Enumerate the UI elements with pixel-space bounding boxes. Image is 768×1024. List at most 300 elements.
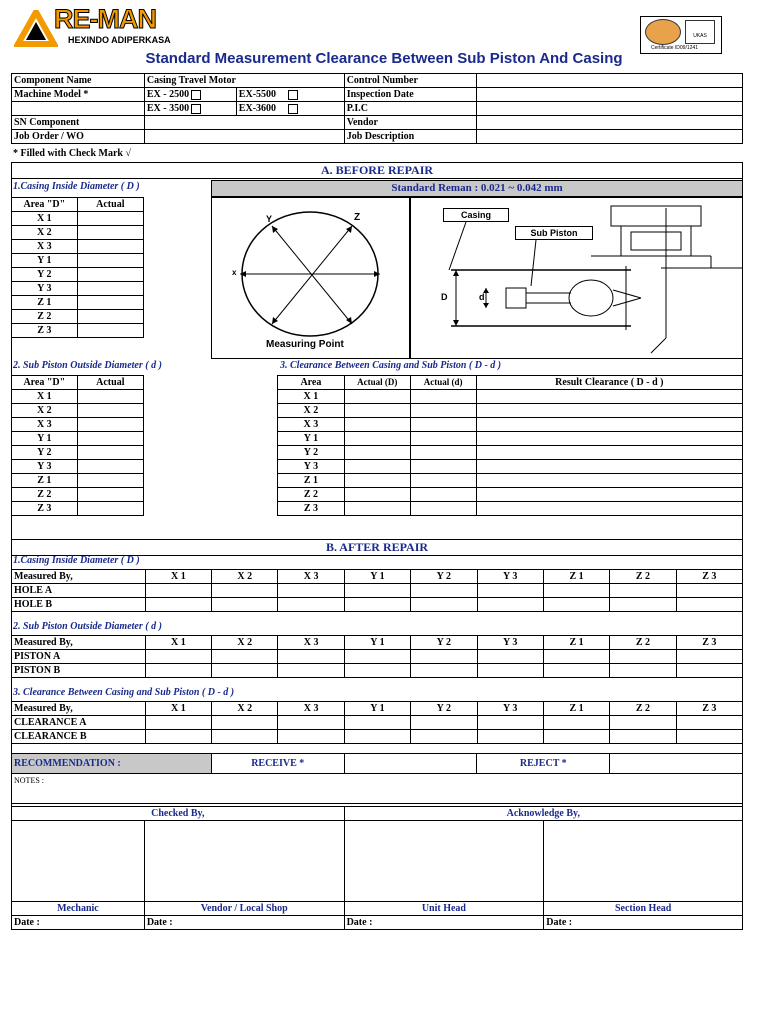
logo-sub-text: HEXINDO ADIPERKASA <box>68 35 171 45</box>
machine-model-blank <box>12 102 145 116</box>
clearance-after-value-field[interactable] <box>212 730 278 744</box>
sn-component-field[interactable] <box>144 116 344 130</box>
piston-after-value-field[interactable] <box>543 650 609 664</box>
piston-after-value-field[interactable] <box>145 664 211 678</box>
clearance-actual-D-field[interactable] <box>344 460 410 474</box>
clearance-actual-D-field[interactable] <box>344 488 410 502</box>
vendor-signature[interactable] <box>144 821 344 902</box>
axis-y-label: Y <box>266 214 273 224</box>
table-row <box>12 268 144 282</box>
piston-actual-header: Actual <box>77 376 143 390</box>
clearance-after-col-header: X 1 <box>145 702 211 716</box>
clearance-after-col-header: Z 1 <box>543 702 609 716</box>
clearance-after-col-header: X 3 <box>278 702 344 716</box>
clearance-after-value-field[interactable] <box>145 730 211 744</box>
clearance-after-value-field[interactable] <box>344 730 410 744</box>
clearance-after-col-header: Z 3 <box>676 702 742 716</box>
hole-col-header: Z 1 <box>543 570 609 584</box>
clearance-actual-d-field[interactable] <box>410 488 476 502</box>
clearance-area-label: Z 3 <box>278 502 345 516</box>
piston-after-value-field[interactable] <box>212 650 278 664</box>
clearance-area-label: Z 2 <box>278 488 345 502</box>
job-order-field[interactable] <box>144 130 344 144</box>
piston-area-label: Z 3 <box>12 502 78 516</box>
clearance-table <box>277 375 743 516</box>
clearance-after-value-field[interactable] <box>610 730 676 744</box>
after-repair-title: B. AFTER REPAIR <box>325 540 429 554</box>
company-logo <box>14 4 184 54</box>
hole-col-header: Z 2 <box>610 570 676 584</box>
clearance-after-value-field[interactable] <box>676 730 742 744</box>
casing-actual-field[interactable] <box>77 296 143 310</box>
clearance-area-label: Y 3 <box>278 460 345 474</box>
piston-actual-field[interactable] <box>77 474 143 488</box>
clearance-area-label: X 1 <box>278 390 345 404</box>
table-row <box>12 432 144 446</box>
clearance-actual-D-field[interactable] <box>344 390 410 404</box>
clearance-after-value-field[interactable] <box>477 730 543 744</box>
piston-after-value-field[interactable] <box>278 664 344 678</box>
piston-actual-field[interactable] <box>77 460 143 474</box>
casing-area-label: Z 2 <box>12 310 78 324</box>
table-row <box>12 474 144 488</box>
model-ex3600[interactable] <box>236 102 344 116</box>
reject-field[interactable] <box>610 754 743 774</box>
clearance-after-value-field[interactable] <box>278 730 344 744</box>
hole-col-header: X 2 <box>212 570 278 584</box>
piston-after-col-header: Y 3 <box>477 636 543 650</box>
table-header-row <box>12 636 743 650</box>
casing-actual-field[interactable] <box>77 254 143 268</box>
table-row <box>278 488 743 502</box>
casing-area-label: Z 3 <box>12 324 78 338</box>
casing-area-label: Y 1 <box>12 254 78 268</box>
hole-value-field[interactable] <box>212 584 278 598</box>
acknowledge-by-label: Acknowledge By, <box>344 807 742 821</box>
clearance-after-value-field[interactable] <box>543 716 609 730</box>
clearance-after-col-header: Y 2 <box>411 702 477 716</box>
piston-after-col-header: Y 2 <box>411 636 477 650</box>
component-name-label: Component Name <box>12 74 145 88</box>
clearance-after-value-field[interactable] <box>278 716 344 730</box>
table-header-row <box>12 570 743 584</box>
piston-after-value-field[interactable] <box>145 650 211 664</box>
casing-actual-field[interactable] <box>77 226 143 240</box>
clearance-actual-D-field[interactable] <box>344 446 410 460</box>
casing-actual-field[interactable] <box>77 240 143 254</box>
after-clearance-title: 3. Clearance Between Casing and Sub Piston ( D - d ) <box>13 687 235 698</box>
page-header <box>0 0 768 72</box>
table-row <box>278 460 743 474</box>
inspection-date-field[interactable] <box>476 88 742 102</box>
clearance-result-field[interactable] <box>476 390 742 404</box>
table-row <box>278 418 743 432</box>
job-description-field[interactable] <box>476 130 742 144</box>
piston-actual-field[interactable] <box>77 404 143 418</box>
casing-diameter-title: 1.Casing Inside Diameter ( D ) <box>13 181 140 192</box>
piston-after-value-field[interactable] <box>212 664 278 678</box>
pic-field[interactable] <box>476 102 742 116</box>
sub-piston-callout: Sub Piston <box>515 226 593 240</box>
table-row <box>12 446 144 460</box>
table-row <box>278 390 743 404</box>
clearance-after-value-field[interactable] <box>411 716 477 730</box>
casing-actual-field[interactable] <box>77 268 143 282</box>
piston-actual-field[interactable] <box>77 446 143 460</box>
axis-x-label: x <box>232 268 237 277</box>
axis-z-label: Z <box>354 212 361 223</box>
hole-value-field[interactable] <box>411 598 477 612</box>
clearance-area-label: Z 1 <box>278 474 345 488</box>
model-ex5500[interactable] <box>236 88 344 102</box>
certification-badge <box>640 16 722 54</box>
job-order-label: Job Order / WO <box>12 130 145 144</box>
model-ex3500[interactable] <box>144 102 236 116</box>
clearance-after-col-header: Z 2 <box>610 702 676 716</box>
notes-box[interactable] <box>11 773 743 804</box>
date-unit-head[interactable]: Date : <box>344 916 544 930</box>
recycle-logo-icon <box>14 10 58 50</box>
clearance-actual-d-field[interactable] <box>410 446 476 460</box>
after-clearance-table <box>11 701 743 744</box>
clearance-after-col-header: X 2 <box>212 702 278 716</box>
clearance-result-field[interactable] <box>476 460 742 474</box>
piston-after-value-field[interactable] <box>610 664 676 678</box>
model-ex5500-label: EX-5500 <box>238 89 277 100</box>
clearance-after-col-header: Y 3 <box>477 702 543 716</box>
piston-after-row-label: PISTON B <box>12 664 146 678</box>
hole-value-field[interactable] <box>477 584 543 598</box>
piston-after-value-field[interactable] <box>411 664 477 678</box>
clearance-title: 3. Clearance Between Casing and Sub Piston ( D - d ) <box>280 360 502 371</box>
section-head-signature[interactable] <box>544 821 743 902</box>
component-name-value: Casing Travel Motor <box>144 74 344 88</box>
hole-value-field[interactable] <box>610 598 676 612</box>
hole-col-header: X 1 <box>145 570 211 584</box>
hole-value-field[interactable] <box>610 584 676 598</box>
piston-diameter-table <box>11 375 144 516</box>
clearance-area-label: Y 2 <box>278 446 345 460</box>
piston-after-value-field[interactable] <box>411 650 477 664</box>
table-row <box>278 432 743 446</box>
control-number-field[interactable] <box>476 74 742 88</box>
info-table <box>11 73 743 144</box>
piston-area-header: Area "D" <box>12 376 78 390</box>
clearance-result-field[interactable] <box>476 418 742 432</box>
piston-after-value-field[interactable] <box>676 664 742 678</box>
reject-label: REJECT * <box>477 754 610 774</box>
casing-area-label: Z 1 <box>12 296 78 310</box>
piston-after-col-header: Y 1 <box>344 636 410 650</box>
clearance-area-label: X 2 <box>278 404 345 418</box>
piston-area-label: Z 1 <box>12 474 78 488</box>
vendor-label: Vendor <box>344 116 476 130</box>
check-mark-note: * Filled with Check Mark √ <box>13 148 131 159</box>
clearance-actual-D-field[interactable] <box>344 502 410 516</box>
casing-area-label: X 3 <box>12 240 78 254</box>
piston-area-label: X 2 <box>12 404 78 418</box>
role-vendor: Vendor / Local Shop <box>144 902 344 916</box>
clearance-result-field[interactable] <box>476 404 742 418</box>
hole-col-header: X 3 <box>278 570 344 584</box>
hole-value-field[interactable] <box>145 584 211 598</box>
hole-col-header: Y 1 <box>344 570 410 584</box>
date-mechanic[interactable]: Date : <box>12 916 145 930</box>
measuring-point-label: Measuring Point <box>266 339 344 350</box>
unit-head-signature[interactable] <box>344 821 544 902</box>
table-row <box>12 460 144 474</box>
vendor-field[interactable] <box>476 116 742 130</box>
clearance-actual-D-field[interactable] <box>344 474 410 488</box>
after-repair-header <box>11 539 743 556</box>
role-section-head: Section Head <box>544 902 743 916</box>
table-row <box>12 226 144 240</box>
table-row <box>12 390 144 404</box>
pic-label: P.I.C <box>344 102 476 116</box>
clearance-after-col-header: Y 1 <box>344 702 410 716</box>
hole-row-label: HOLE A <box>12 584 146 598</box>
clearance-after-value-field[interactable] <box>676 716 742 730</box>
casing-actual-field[interactable] <box>77 282 143 296</box>
piston-after-col-header: Z 2 <box>610 636 676 650</box>
date-vendor[interactable]: Date : <box>144 916 344 930</box>
piston-after-value-field[interactable] <box>477 664 543 678</box>
piston-after-value-field[interactable] <box>344 650 410 664</box>
hole-value-field[interactable] <box>344 598 410 612</box>
machine-model-label: Machine Model * <box>12 88 145 102</box>
table-row <box>12 716 743 730</box>
hole-value-field[interactable] <box>344 584 410 598</box>
model-ex2500-checkbox[interactable] <box>191 90 201 100</box>
clearance-area-label: Y 1 <box>278 432 345 446</box>
hole-value-field[interactable] <box>477 598 543 612</box>
model-ex3500-checkbox[interactable] <box>191 104 201 114</box>
sn-component-label: SN Component <box>12 116 145 130</box>
table-row <box>12 212 144 226</box>
recommendation-table <box>11 753 743 774</box>
clearance-actual-d-field[interactable] <box>410 390 476 404</box>
after-casing-table <box>11 569 743 612</box>
recommendation-label: RECOMMENDATION : <box>12 754 212 774</box>
piston-after-value-field[interactable] <box>543 664 609 678</box>
table-row <box>278 404 743 418</box>
piston-after-measured-by-label: Measured By, <box>12 636 146 650</box>
table-row <box>12 650 743 664</box>
after-piston-table <box>11 635 743 678</box>
hole-value-field[interactable] <box>676 598 742 612</box>
receive-field[interactable] <box>344 754 477 774</box>
hole-col-header: Y 2 <box>411 570 477 584</box>
piston-area-label: Y 1 <box>12 432 78 446</box>
checked-by-label: Checked By, <box>12 807 345 821</box>
casing-area-header: Area "D" <box>12 198 78 212</box>
clearance-actual-d-field[interactable] <box>410 404 476 418</box>
before-repair-header <box>11 162 743 179</box>
diameter-D-label: D <box>441 292 448 302</box>
clearance-area-header: Area <box>278 376 345 390</box>
before-repair-title: A. BEFORE REPAIR <box>320 163 434 177</box>
casing-area-label: Y 3 <box>12 282 78 296</box>
table-row <box>278 502 743 516</box>
model-ex2500[interactable] <box>144 88 236 102</box>
clearance-actual-d-field[interactable] <box>410 460 476 474</box>
piston-area-label: Z 2 <box>12 488 78 502</box>
clearance-actual-d-field[interactable] <box>410 502 476 516</box>
table-row <box>278 446 743 460</box>
clearance-area-label: X 3 <box>278 418 345 432</box>
casing-actual-field[interactable] <box>77 324 143 338</box>
hole-value-field[interactable] <box>411 584 477 598</box>
piston-actual-field[interactable] <box>77 432 143 446</box>
piston-after-row-label: PISTON A <box>12 650 146 664</box>
measuring-point-diagram <box>211 197 410 359</box>
table-row <box>278 474 743 488</box>
table-row <box>12 404 144 418</box>
date-section-head[interactable]: Date : <box>544 916 743 930</box>
clearance-after-row-label: CLEARANCE B <box>12 730 146 744</box>
ukas-badge: UKAS <box>685 20 715 44</box>
clearance-result-field[interactable] <box>476 474 742 488</box>
logo-main-text: RE-MAN <box>54 4 156 34</box>
hole-col-header: Y 3 <box>477 570 543 584</box>
piston-after-col-header: Z 3 <box>676 636 742 650</box>
certificate-text: Certificate ID09/1241 <box>651 45 698 51</box>
piston-after-col-header: Z 1 <box>543 636 609 650</box>
piston-after-value-field[interactable] <box>610 650 676 664</box>
clearance-actual-d-field[interactable] <box>410 474 476 488</box>
signature-table <box>11 806 743 930</box>
piston-diameter-title: 2. Sub Piston Outside Diameter ( d ) <box>13 360 162 371</box>
piston-after-col-header: X 1 <box>145 636 211 650</box>
table-row <box>12 418 144 432</box>
hole-value-field[interactable] <box>212 598 278 612</box>
piston-actual-field[interactable] <box>77 418 143 432</box>
hole-value-field[interactable] <box>278 584 344 598</box>
hole-measured-by-label: Measured By, <box>12 570 146 584</box>
piston-actual-field[interactable] <box>77 488 143 502</box>
clearance-after-value-field[interactable] <box>543 730 609 744</box>
after-casing-title: 1.Casing Inside Diameter ( D ) <box>13 555 140 566</box>
inspection-date-label: Inspection Date <box>344 88 476 102</box>
hole-value-field[interactable] <box>543 598 609 612</box>
clearance-result-field[interactable] <box>476 488 742 502</box>
clearance-actual-D-field[interactable] <box>344 418 410 432</box>
table-row <box>12 324 144 338</box>
table-row <box>12 584 743 598</box>
casing-area-label: X 2 <box>12 226 78 240</box>
role-mechanic: Mechanic <box>12 902 145 916</box>
casing-diameter-table <box>11 197 144 338</box>
clearance-after-value-field[interactable] <box>411 730 477 744</box>
hole-value-field[interactable] <box>676 584 742 598</box>
hole-value-field[interactable] <box>543 584 609 598</box>
piston-actual-field[interactable] <box>77 502 143 516</box>
clearance-after-value-field[interactable] <box>477 716 543 730</box>
model-ex3600-checkbox[interactable] <box>288 104 298 114</box>
casing-section-icon <box>411 198 742 358</box>
piston-area-label: Y 3 <box>12 460 78 474</box>
measuring-circle-icon <box>212 198 409 358</box>
casing-callout: Casing <box>443 208 509 222</box>
casing-area-label: X 1 <box>12 212 78 226</box>
clearance-result-field[interactable] <box>476 446 742 460</box>
table-header-row <box>12 702 743 716</box>
after-piston-title: 2. Sub Piston Outside Diameter ( d ) <box>13 621 162 632</box>
table-row <box>12 240 144 254</box>
clearance-actual-D-header: Actual (D) <box>344 376 410 390</box>
table-row <box>12 502 144 516</box>
control-number-label: Control Number <box>344 74 476 88</box>
piston-after-value-field[interactable] <box>477 650 543 664</box>
table-row <box>12 282 144 296</box>
table-row <box>12 598 743 612</box>
clearance-actual-d-field[interactable] <box>410 418 476 432</box>
clearance-after-row-label: CLEARANCE A <box>12 716 146 730</box>
hole-value-field[interactable] <box>278 598 344 612</box>
clearance-after-value-field[interactable] <box>212 716 278 730</box>
clearance-after-value-field[interactable] <box>145 716 211 730</box>
piston-after-col-header: X 2 <box>212 636 278 650</box>
standard-reman: Standard Reman : 0.021 ~ 0.042 mm <box>211 180 743 197</box>
table-row <box>12 254 144 268</box>
job-description-label: Job Description <box>344 130 476 144</box>
casing-actual-header: Actual <box>77 198 143 212</box>
piston-after-col-header: X 3 <box>278 636 344 650</box>
clearance-result-header: Result Clearance ( D - d ) <box>476 376 742 390</box>
notes-label: NOTES : <box>14 776 44 785</box>
piston-after-value-field[interactable] <box>344 664 410 678</box>
mechanic-signature[interactable] <box>12 821 145 902</box>
sgs-seal-icon <box>645 19 681 45</box>
table-row <box>12 310 144 324</box>
model-ex5500-checkbox[interactable] <box>288 90 298 100</box>
table-row <box>12 296 144 310</box>
table-row <box>12 730 743 744</box>
table-row <box>12 488 144 502</box>
hole-col-header: Z 3 <box>676 570 742 584</box>
page-title: Standard Measurement Clearance Between Sub Piston And Casing <box>145 50 623 67</box>
hole-row-label: HOLE B <box>12 598 146 612</box>
piston-area-label: Y 2 <box>12 446 78 460</box>
piston-after-value-field[interactable] <box>676 650 742 664</box>
hole-value-field[interactable] <box>145 598 211 612</box>
piston-area-label: X 1 <box>12 390 78 404</box>
clearance-actual-D-field[interactable] <box>344 432 410 446</box>
sub-piston-drawing <box>410 197 743 359</box>
clearance-actual-d-field[interactable] <box>410 432 476 446</box>
model-ex2500-label: EX - 2500 <box>146 89 190 100</box>
piston-actual-field[interactable] <box>77 390 143 404</box>
receive-label: RECEIVE * <box>211 754 344 774</box>
clearance-after-value-field[interactable] <box>344 716 410 730</box>
model-ex3600-label: EX-3600 <box>238 103 277 114</box>
clearance-result-field[interactable] <box>476 432 742 446</box>
clearance-actual-D-field[interactable] <box>344 404 410 418</box>
diameter-d-label: d <box>479 292 485 302</box>
model-ex3500-label: EX - 3500 <box>146 103 190 114</box>
casing-area-label: Y 2 <box>12 268 78 282</box>
table-row <box>12 664 743 678</box>
casing-actual-field[interactable] <box>77 212 143 226</box>
clearance-after-value-field[interactable] <box>610 716 676 730</box>
piston-area-label: X 3 <box>12 418 78 432</box>
casing-actual-field[interactable] <box>77 310 143 324</box>
piston-after-value-field[interactable] <box>278 650 344 664</box>
role-unit-head: Unit Head <box>344 902 544 916</box>
clearance-after-measured-by-label: Measured By, <box>12 702 146 716</box>
clearance-actual-d-header: Actual (d) <box>410 376 476 390</box>
clearance-result-field[interactable] <box>476 502 742 516</box>
